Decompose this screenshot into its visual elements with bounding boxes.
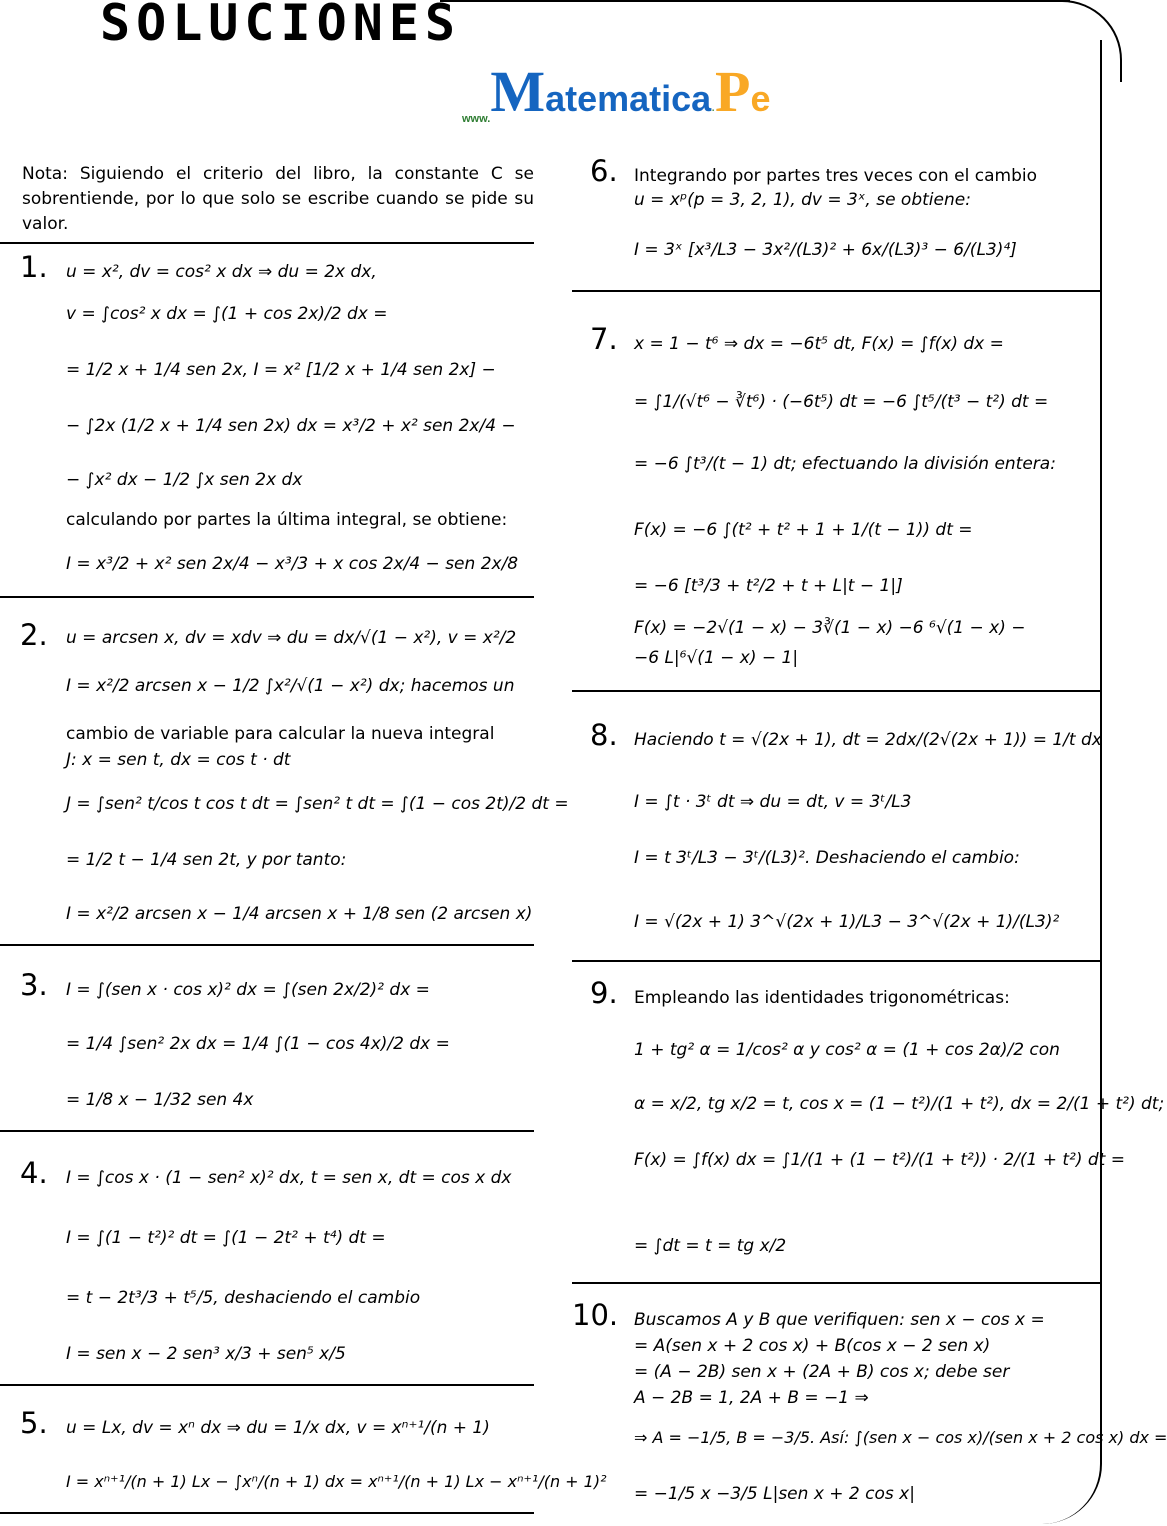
solution-line: = ∫dt = t = tg x/2 [634,1236,787,1256]
solution-line: = −6 [t³/3 + t²/2 + t + L|t − 1|] [634,576,903,596]
problem-number: 2. [20,618,48,652]
divider [0,1512,534,1514]
solution-line: calculando por partes la última integral, se obtiene: [66,510,508,530]
problem-number: 9. [590,976,618,1010]
logo-dot: . [711,100,716,114]
problem-number: 4. [20,1156,48,1190]
solution-line: I = ∫(sen x · cos x)² dx = ∫(sen 2x/2)² dx = [66,980,430,1000]
divider [0,1130,534,1132]
solution-line: Haciendo t = √(2x + 1), dt = 2dx/(2√(2x + 1)) = 1/t dx [634,730,1102,750]
solution-line: J: x = sen t, dx = cos t · dt [66,750,291,770]
divider [0,1384,534,1386]
problem-number: 3. [20,968,48,1002]
solution-line: = A(sen x + 2 cos x) + B(cos x − 2 sen x) [634,1336,991,1356]
solution-line: u = arcsen x, dv = xdv ⇒ du = dx/√(1 − x²), v = x²/2 [66,628,517,648]
page-frame-corner-bottom [1040,1440,1102,1524]
logo-p: P [715,59,751,124]
solution-line: 1 + tg² α = 1/cos² α y cos² α = (1 + cos 2α)/2 con [634,1040,1060,1060]
problem-number: 7. [590,322,618,356]
solution-line: I = t 3ᵗ/L3 − 3ᵗ/(L3)². Deshaciendo el cambio: [634,848,1020,868]
solution-line: u = x², dv = cos² x dx ⇒ du = 2x dx, [66,262,377,282]
divider [572,290,1102,292]
logo-e: e [750,78,771,119]
logo-m: M [490,59,546,124]
solution-line: = −1/5 x −3/5 L|sen x + 2 cos x| [634,1484,915,1504]
solution-line: I = ∫(1 − t²)² dt = ∫(1 − 2t² + t⁴) dt = [66,1228,386,1248]
problem-number: 6. [590,154,618,188]
solution-line: I = xⁿ⁺¹/(n + 1) Lx − ∫xⁿ/(n + 1) dx = xⁿ⁺¹/(n + 1) Lx − xⁿ⁺¹/(n + 1)² [66,1472,607,1491]
divider [572,690,1102,692]
page-title: SOLUCIONES [100,0,462,52]
divider [572,1282,1102,1284]
solution-line: J = ∫sen² t/cos t cos t dt = ∫sen² t dt = ∫(1 − cos 2t)/2 dt = [66,794,569,814]
solution-line: Empleando las identidades trigonométricas: [634,988,1010,1008]
solution-line: α = x/2, tg x/2 = t, cos x = (1 − t²)/(1 + t²), dx = 2/(1 + t²) dt; [634,1094,1165,1114]
problem-number: 10. [572,1298,619,1332]
page-frame-corner [1040,0,1122,82]
solution-line: = −6 ∫t³/(t − 1) dt; efectuando la división entera: [634,454,1056,474]
solution-line: = ∫1/(√t⁶ − ∛t⁶) · (−6t⁵) dt = −6 ∫t⁵/(t³ − t²) dt = [634,392,1049,412]
solution-line: u = Lx, dv = xⁿ dx ⇒ du = 1/x dx, v = xⁿ⁺¹/(n + 1) [66,1418,490,1438]
solution-line: ⇒ A = −1/5, B = −3/5. Así: ∫(sen x − cos x)/(sen x + 2 cos x) dx = [634,1428,1167,1447]
divider [0,596,534,598]
problem-number: 1. [20,250,48,284]
solution-line: v = ∫cos² x dx = ∫(1 + cos 2x)/2 dx = [66,304,388,324]
divider [0,242,534,244]
page-frame-top [440,0,1070,2]
solution-line: Integrando por partes tres veces con el cambio [634,166,1037,186]
problem-number: 5. [20,1406,48,1440]
solution-line: u = xᵖ(p = 3, 2, 1), dv = 3ˣ, se obtiene: [634,190,971,210]
solution-line: − ∫x² dx − 1/2 ∫x sen 2x dx [66,470,303,490]
solution-line: I = sen x − 2 sen³ x/3 + sen⁵ x/5 [66,1344,346,1364]
solution-line: = 1/4 ∫sen² 2x dx = 1/4 ∫(1 − cos 4x)/2 dx = [66,1034,450,1054]
divider [0,944,534,946]
solution-line: A − 2B = 1, 2A + B = −1 ⇒ [634,1388,869,1408]
solution-line: I = 3ˣ [x³/L3 − 3x²/(L3)² + 6x/(L3)³ − 6/(L3)⁴] [634,240,1017,260]
solution-line: F(x) = −2√(1 − x) − 3∛(1 − x) −6 ⁶√(1 − x) − [634,618,1026,638]
solution-line: −6 L|⁶√(1 − x) − 1| [634,648,799,668]
logo-www: www. [462,113,491,125]
solution-line: I = x³/2 + x² sen 2x/4 − x³/3 + x cos 2x/4 − sen 2x/8 [66,554,519,574]
divider [572,960,1102,962]
solution-line: I = x²/2 arcsen x − 1/2 ∫x²/√(1 − x²) dx; hacemos un [66,676,515,696]
solution-line: x = 1 − t⁶ ⇒ dx = −6t⁵ dt, F(x) = ∫f(x) dx = [634,334,1004,354]
note-text: Nota: Siguiendo el criterio del libro, la constante C se sobrentiende, por lo que solo se escribe cuando se pide su valor. [22,164,534,234]
solution-line: = t − 2t³/3 + t⁵/5, deshaciendo el cambio [66,1288,421,1308]
solution-line: = 1/2 t − 1/4 sen 2t, y por tanto: [66,850,347,870]
site-logo [462,58,771,125]
solution-line: I = ∫cos x · (1 − sen² x)² dx, t = sen x, dt = cos x dx [66,1168,512,1188]
solution-line: F(x) = −6 ∫(t² + t² + 1 + 1/(t − 1)) dt = [634,520,973,540]
solution-line: − ∫2x (1/2 x + 1/4 sen 2x) dx = x³/2 + x² sen 2x/4 − [66,416,516,436]
logo-atematica: atematica [545,78,712,119]
solution-line: = 1/8 x − 1/32 sen 4x [66,1090,254,1110]
problem-number: 8. [590,718,618,752]
solution-line: I = ∫t · 3ᵗ dt ⇒ du = dt, v = 3ᵗ/L3 [634,792,912,812]
solution-line: F(x) = ∫f(x) dx = ∫1/(1 + (1 − t²)/(1 + t²)) · 2/(1 + t²) dt = [634,1150,1125,1170]
solution-line: = (A − 2B) sen x + (2A + B) cos x; debe ser [634,1362,1010,1382]
solution-line: I = x²/2 arcsen x − 1/4 arcsen x + 1/8 sen (2 arcsen x) [66,904,533,924]
solution-line: = 1/2 x + 1/4 sen 2x, I = x² [1/2 x + 1/4 sen 2x] − [66,360,496,380]
solution-line: Buscamos A y B que verifiquen: sen x − cos x = [634,1310,1045,1330]
solution-line: cambio de variable para calcular la nueva integral [66,724,495,744]
solution-line: I = √(2x + 1) 3^√(2x + 1)/L3 − 3^√(2x + 1)/(L3)² [634,912,1060,932]
